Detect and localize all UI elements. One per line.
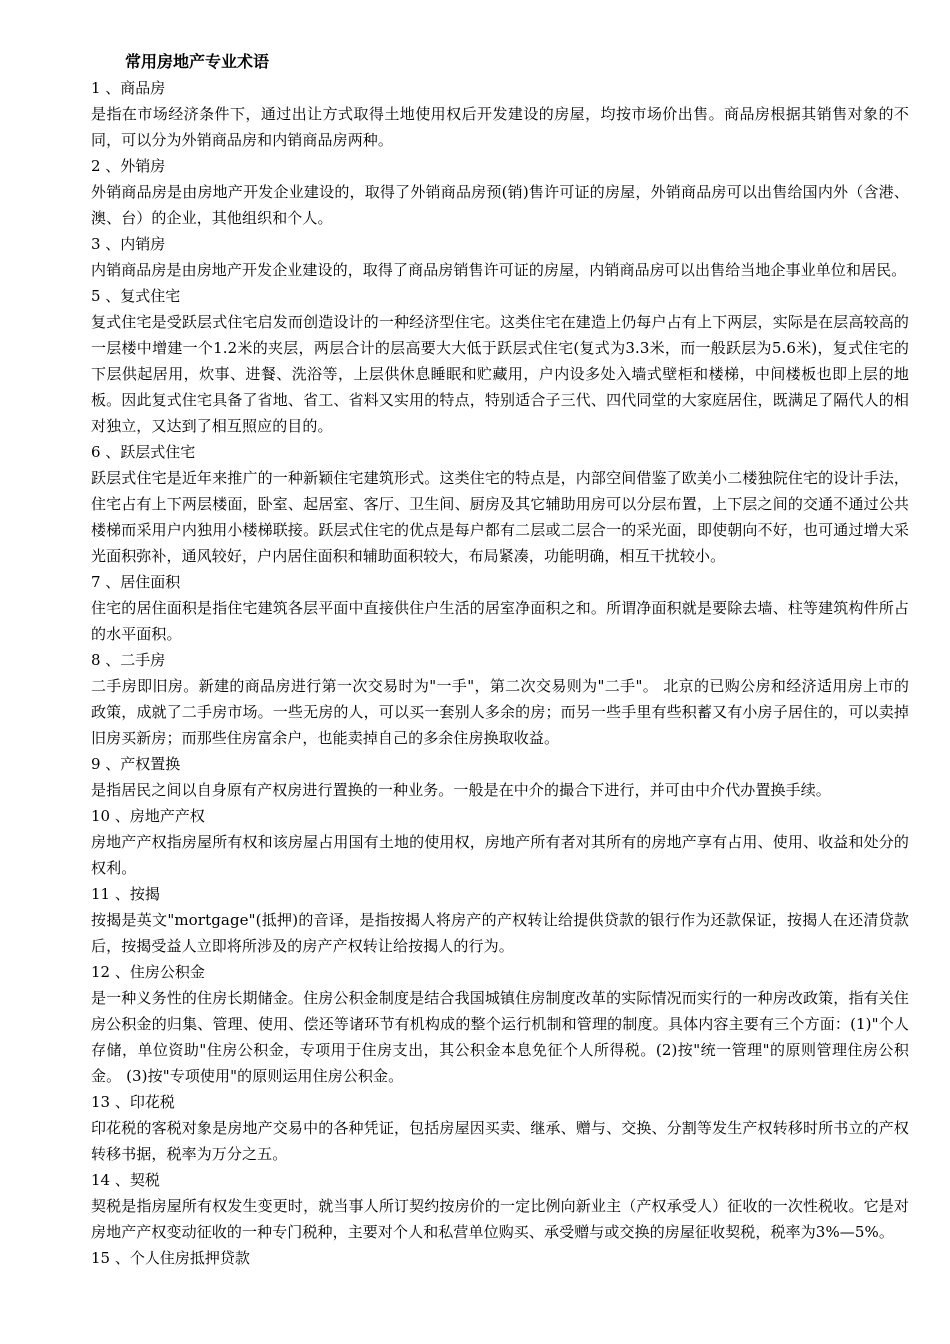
term-heading: 5 、复式住宅 bbox=[91, 287, 181, 305]
term-definition: 房地产产权指房屋所有权和该房屋占用国有土地的使用权，房地产所有者对其所有的房地产享有占用、使用、收益和处分的权利。 bbox=[91, 833, 909, 877]
term-definition: 按揭是英文"mortgage"(抵押)的音译，是指按揭人将房产的产权转让给提供贷款的银行作为还款保证，按揭人在还清贷款后，按揭受益人立即将所涉及的房产产权转让给按揭人的行为。 bbox=[91, 911, 909, 955]
term-item bbox=[91, 439, 909, 569]
term-heading: 10 、房地产产权 bbox=[91, 807, 205, 825]
term-item bbox=[91, 1089, 909, 1167]
term-definition: 是指居民之间以自身原有产权房进行置换的一种业务。一般是在中介的撮合下进行，并可由中介代办置换手续。 bbox=[91, 781, 831, 799]
term-definition: 是一种义务性的住房长期储金。住房公积金制度是结合我国城镇住房制度改革的实际情况而实行的一种房改政策，指有关住房公积金的归集、管理、使用、偿还等诸环节有机构成的整个运行机制和管理的制度。具体内容主要有三个方面：(1)"个人存储，单位资助"住房公积金，专项用于住房支出，其公积金本息免征个人所得税。(2)按"统一管理"的原则管理住房公积金。 (3)按"专项使用"的原则运用住房公积金。 bbox=[91, 989, 909, 1085]
term-item bbox=[91, 1271, 909, 1297]
term-heading: 12 、住房公积金 bbox=[91, 963, 205, 981]
term-heading: 2 、外销房 bbox=[91, 157, 166, 175]
term-item bbox=[91, 959, 909, 1089]
term-heading: 15 、个人住房抵押贷款 bbox=[91, 1249, 250, 1267]
term-item bbox=[91, 231, 909, 283]
document-title: 常用房地产专业术语 bbox=[125, 52, 270, 71]
term-item bbox=[91, 569, 909, 647]
term-heading: 6 、跃层式住宅 bbox=[91, 443, 196, 461]
term-heading: 3 、内销房 bbox=[91, 235, 166, 253]
term-definition: 跃层式住宅是近年来推广的一种新颖住宅建筑形式。这类住宅的特点是，内部空间借鉴了欧美小二楼独院住宅的设计手法，住宅占有上下两层楼面，卧室、起居室、客厅、卫生间、厨房及其它辅助用房可以分层布置，上下层之间的交通不通过公共楼梯而采用户内独用小楼梯联接。跃层式住宅的优点是每户都有二层或二层合一的采光面，即使朝向不好，也可通过增大采光面积弥补，通风较好，户内居住面积和辅助面积较大，布局紧凑，功能明确，相互干扰较小。 bbox=[91, 469, 909, 565]
term-item bbox=[91, 153, 909, 231]
term-definition: 内销商品房是由房地产开发企业建设的，取得了商品房销售许可证的房屋，内销商品房可以出售给当地企事业单位和居民。 bbox=[91, 261, 907, 279]
term-item bbox=[91, 1167, 909, 1245]
document-page bbox=[91, 51, 909, 1297]
term-definition: 印花税的客税对象是房地产交易中的各种凭证，包括房屋因买卖、继承、赠与、交换、分割等发生产权转移时所书立的产权转移书据，税率为万分之五。 bbox=[91, 1119, 909, 1163]
term-definition: 外销商品房是由房地产开发企业建设的，取得了外销商品房预(销)售许可证的房屋，外销商品房可以出售给国内外（含港、澳、台）的企业，其他组织和个人。 bbox=[91, 183, 909, 227]
term-heading: 7 、居住面积 bbox=[91, 573, 181, 591]
term-heading: 1 、商品房 bbox=[91, 79, 166, 97]
term-heading: 9 、产权置换 bbox=[91, 755, 181, 773]
term-item bbox=[91, 751, 909, 803]
term-item bbox=[91, 75, 909, 153]
term-definition: 住宅的居住面积是指住宅建筑各层平面中直接供住户生活的居室净面积之和。所谓净面积就是要除去墙、柱等建筑构件所占的水平面积。 bbox=[91, 599, 909, 643]
term-heading: 8 、二手房 bbox=[91, 651, 166, 669]
term-definition: 二手房即旧房。新建的商品房进行第一次交易时为"一手"，第二次交易则为"二手"。 北京的已购公房和经济适用房上市的政策，成就了二手房市场。一些无房的人，可以买一套别人多余的房；而另一些手里有些积蓄又有小房子居住的，可以卖掉旧房买新房；而那些住房富余户，也能卖掉自己的多余住房换取收益。 bbox=[91, 677, 909, 747]
term-item bbox=[91, 881, 909, 959]
term-definition: 是指在市场经济条件下，通过出让方式取得土地使用权后开发建设的房屋，均按市场价出售。商品房根据其销售对象的不同，可以分为外销商品房和内销商品房两种。 bbox=[91, 105, 909, 149]
term-item bbox=[91, 803, 909, 881]
term-heading: 13 、印花税 bbox=[91, 1093, 175, 1111]
term-definition: 复式住宅是受跃层式住宅启发而创造设计的一种经济型住宅。这类住宅在建造上仍每户占有上下两层，实际是在层高较高的一层楼中增建一个1.2米的夹层，两层合计的层高要大大低于跃层式住宅(复式为3.3米，而一般跃层为5.6米)，复式住宅的下层供起居用，炊事、进餐、洗浴等，上层供休息睡眠和贮藏用，户内设多处入墙式壁柜和楼梯，中间楼板也即上层的地板。因此复式住宅具备了省地、省工、省料又实用的特点，特别适合子三代、四代同堂的大家庭居住，既满足了隔代人的相对独立，又达到了相互照应的目的。 bbox=[91, 313, 909, 435]
term-item bbox=[91, 283, 909, 439]
term-item bbox=[91, 1245, 909, 1271]
term-definition: 契税是指房屋所有权发生变更时，就当事人所订契约按房价的一定比例向新业主（产权承受人）征收的一次性税收。它是对房地产产权变动征收的一种专门税种，主要对个人和私营单位购买、承受赠与或交换的房屋征收契税，税率为3%—5%。 bbox=[91, 1197, 909, 1241]
term-heading: 14 、契税 bbox=[91, 1171, 160, 1189]
term-heading bbox=[91, 1271, 909, 1297]
term-heading: 11 、按揭 bbox=[91, 885, 160, 903]
term-item bbox=[91, 647, 909, 751]
